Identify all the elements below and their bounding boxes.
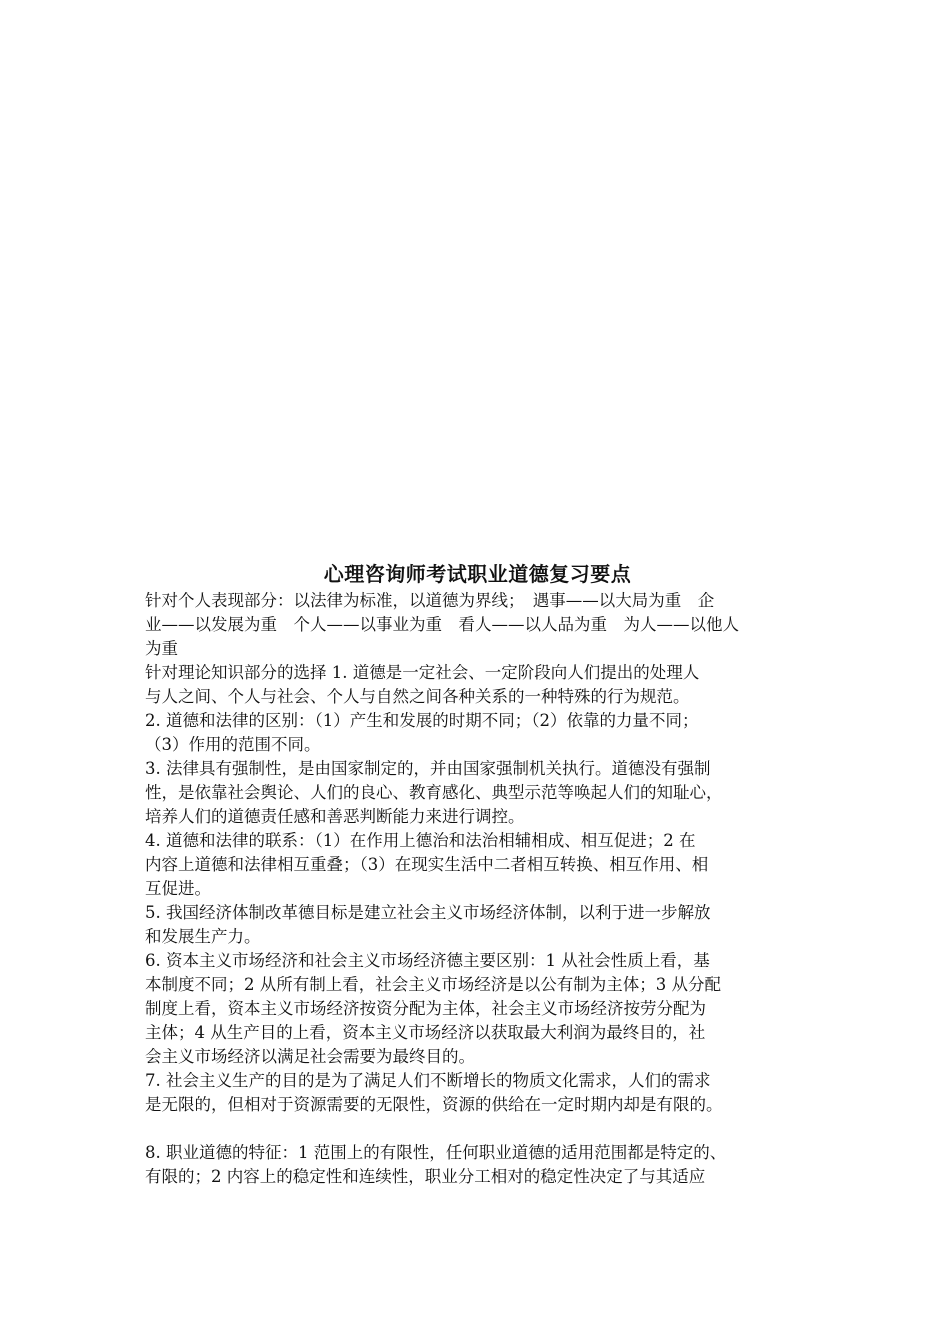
text-line: 互促进。: [145, 879, 211, 898]
text-line: 针对个人表现部分：以法律为标准，以道德为界线； 遇事——以大局为重 企: [145, 591, 715, 610]
text-line: 性，是依靠社会舆论、人们的良心、教育感化、典型示范等唤起人们的知耻心，: [145, 783, 723, 802]
text-line: 内容上道德和法律相互重叠；（3）在现实生活中二者相互转换、相互作用、相: [145, 855, 709, 874]
text-line: 针对理论知识部分的选择 1. 道德是一定社会、一定阶段向人们提出的处理人: [145, 663, 700, 682]
text-line: 主体；4 从生产目的上看，资本主义市场经济以获取最大利润为最终目的，社: [145, 1023, 706, 1042]
text-line: 7. 社会主义生产的目的是为了满足人们不断增长的物质文化需求，人们的需求: [145, 1071, 711, 1090]
text-line: 2. 道德和法律的区别：（1）产生和发展的时期不同；（2）依靠的力量不同；: [145, 711, 699, 730]
text-line: 本制度不同；2 从所有制上看，社会主义市场经济是以公有制为主体；3 从分配: [145, 975, 721, 994]
text-line: 6. 资本主义市场经济和社会主义市场经济德主要区别：1 从社会性质上看，基: [145, 951, 710, 970]
text-line: 有限的；2 内容上的稳定性和连续性，职业分工相对的稳定性决定了与其适应: [145, 1167, 706, 1186]
text-line: 8. 职业道德的特征：1 范围上的有限性，任何职业道德的适用范围都是特定的、: [145, 1143, 727, 1162]
document-body: [145, 559, 810, 1189]
text-line: 5. 我国经济体制改革德目标是建立社会主义市场经济体制，以利于进一步解放: [145, 903, 711, 922]
text-line: 是无限的，但相对于资源需要的无限性，资源的供给在一定时期内却是有限的。: [145, 1095, 723, 1114]
text-line: 业——以发展为重 个人——以事业为重 看人——以人品为重 为人——以他人: [145, 615, 739, 634]
text-line: 4. 道德和法律的联系：（1）在作用上德治和法治相辅相成、相互促进；2 在: [145, 831, 696, 850]
text-line: 3. 法律具有强制性，是由国家制定的，并由国家强制机关执行。道德没有强制: [145, 759, 711, 778]
text-line: 为重: [145, 639, 178, 658]
text-line: 与人之间、个人与社会、个人与自然之间各种关系的一种特殊的行为规范。: [145, 687, 690, 706]
document-title: 心理咨询师考试职业道德复习要点: [323, 562, 632, 586]
text-line: 培养人们的道德责任感和善恶判断能力来进行调控。: [145, 807, 525, 826]
text-line: 和发展生产力。: [145, 927, 261, 946]
text-line: （3）作用的范围不同。: [145, 735, 321, 754]
document-text: [145, 589, 810, 1189]
blank-line: [145, 1117, 810, 1141]
text-line: 制度上看，资本主义市场经济按资分配为主体，社会主义市场经济按劳分配为: [145, 999, 706, 1018]
text-line: 会主义市场经济以满足社会需要为最终目的。: [145, 1047, 475, 1066]
